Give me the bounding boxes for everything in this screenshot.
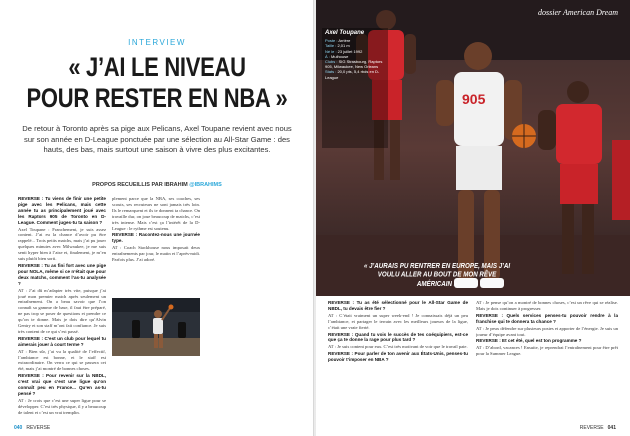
infobox-name: Axel Toupane [325,30,365,36]
magazine-name-left: REVERSE [26,425,51,431]
page-number-left: 040 [14,425,23,431]
interview-question: REVERSE : Tu viens de finir une petite pige avec les Pelicans, mais cette année tu as principalement joué avec les Raptors 905 de Toronto en D-League. Comment juges-tu ta saison ? [18,196,106,225]
interview-answer: AT : Coach Stackhouse nous imposait deux entraînements par jour, le matin et l’après-midi. Parfois plus. J’ai adoré. [112,245,200,263]
byline-prefix: PROPOS RECUEILLIS PAR IBRAHIM [92,182,190,188]
infobox-value: 2,01 m [337,43,350,49]
interview-answer: AT : J’ai dû m’adapter très vite, puisque j’ai joué mon premier match après seulement un entraînement. On a beau savoir que l’on connaît sa gamme de base, il faut être préparé, ne pas trop se poser de questions et prendre ce qu’on te donne. Mais je dois dire qu’Alvin Gentry et son staff m’ont fait confiance. Je suis très content de ce qui s’est passé. [18,287,106,334]
infobox-value: 23 juillet 1992 [337,48,363,54]
interview-question: REVERSE : Racontez-nous une journée type. [112,232,200,244]
page-number-right: 041 [607,425,616,431]
interview-answer: AT : Je crois que c’est une super ligue pour se développer. C’est très physique, il y a beaucoup de talent et c’est un vrai tremplin. [18,397,106,415]
interview-answer: AT : D’abord, vacances ! Ensuite, je reprendrai l’entraînement pour être prêt pour la Summer League. [476,345,618,357]
interview-question: REVERSE : Tu as fini fort avec une pige pour NOLA, même si ce n’était que pour deux matchs, comment l’as-tu analysée ? [18,262,106,286]
infobox-label: À : [325,53,332,59]
interview-answer: AT : Bien sûr, j’ai vu la qualité de l’effectif, l’ambiance est bonne, et le staff est extraordinaire. On verra ce qui se passera cet été, mais j’ai montré de bonnes choses. [18,348,106,372]
infobox-label: Né le : [325,48,338,54]
left-page [0,0,314,436]
interview-answer: Axel Toupane : Franchement, je suis assez content. J’ai eu la chance d’avoir pu être rappelé... Trois petits matchs, mais j’ai pu jouer quelques minutes avec Milwaukee, je me suis senti hyper bien à l’aise et, finalement, je m’en suis plutôt bien sorti. [18,226,106,262]
interview-question: REVERSE : Tu as été sélectionné pour le All-Star Game de NBDL, tu devais être fier ? [328,300,468,311]
text-column-1 [18,196,106,418]
interview-question: REVERSE : Pour revenir sur la NBDL, c’est vrai que c’est une ligue qu’on connaît peu en France... Qu’en as-tu pensé ? [18,373,106,396]
text-column-2 [112,196,200,296]
section-rubric: dossier American Dream [538,8,618,17]
pull-quote: « J’AURAIS PU RENTRER EN EUROPE, MAIS J’AI VOULU ALLER AU BOUT DE MON RÊVE AMÉRICAIN » [363,262,511,289]
interview-answer: plement parce que la NBA, ses coaches, ses scouts, ses recruteurs ne sont jamais très loin. Ils le remarquent et ils te donnent ta chance. On travaille dur, on joue beaucoup de matchs, c’est très intense. Mais c’est ça l’intérêt de la D-League : le rythme est soutenu. [112,196,200,231]
interview-answer: AT : Je pense qu’on a montré de bonnes choses, c’est un rêve qui se réalise. Mais je dois continuer à progresser. [476,300,618,311]
infobox-value: Arrière [338,38,351,44]
folio-right [580,425,616,431]
interview-answer: AT : C’était vraiment un super week-end ! Je connaissais déjà un peu l’ambiance, et partager le terrain avec les meilleurs joueurs de la ligue, c’était une vraie fierté. [328,312,468,330]
player-infobox [322,28,388,148]
right-page [316,0,630,436]
interview-question: REVERSE : Quels services penses-tu pouvoir rendre à la franchise qui te donnera ta chance ? [476,312,618,324]
section-kicker: INTERVIEW [128,38,186,47]
interview-answer: AT : Je peux défendre sur plusieurs postes et apporter de l’énergie. Je suis un joueur d’équipe avant tout. [476,325,618,337]
headline-line-1: « J’AI LE NIVEAU [68,52,246,82]
byline [0,182,314,188]
infobox-label: Clubs : [325,59,339,65]
headline-line-2: POUR RESTER EN NBA » [26,83,288,114]
interview-answer: AT : Je suis content pour eux. C’est très motivant de voir que le travail paie. [328,344,468,350]
right-text-column-1 [328,300,468,420]
folio-left [14,425,50,431]
magazine-name-right: REVERSE [579,425,604,431]
infobox-row [325,69,385,79]
interview-question: REVERSE : Pour parler de ton avenir aux États-Unis, penses-tu pouvoir t’imposer en NBA ? [328,351,468,363]
headline [20,52,294,114]
svg-text:905: 905 [462,91,486,107]
right-text-column-2 [476,300,618,420]
interview-question: REVERSE : C’est un club pour lequel tu aimerais jouer à court terme ? [18,335,106,347]
infobox-label: Stats : [325,69,338,75]
infobox-value: 20,0 pts, 5,4 rbds en D-League [325,69,380,80]
infobox-value: SIG Strasbourg, Raptors 905, Milwaukee, New Orleans [325,59,383,70]
interview-question: REVERSE : Et cet été, quel est ton programme ? [476,338,582,344]
infobox-rows [325,38,385,80]
infobox-row [325,59,385,69]
infobox-value: Mulhouse [331,53,349,59]
player-photo-small [112,298,200,356]
interview-question: REVERSE : Quand tu vois le succès de tes coéquipiers, est-ce que ça te donne la rage pour plus tard ? [328,331,468,343]
byline-handle: @IBRAHIMS [189,182,222,188]
infobox-label: Taille : [325,43,338,49]
infobox-label: Poste : [325,38,339,44]
standfirst: De retour à Toronto après sa pige aux Pelicans, Axel Toupane revient avec nous sur son année en D-League ponctuée par une sélection au All-Star Game : des hauts, des bas, mais surtout une saison à vivre des plus excitantes. [22,124,292,154]
